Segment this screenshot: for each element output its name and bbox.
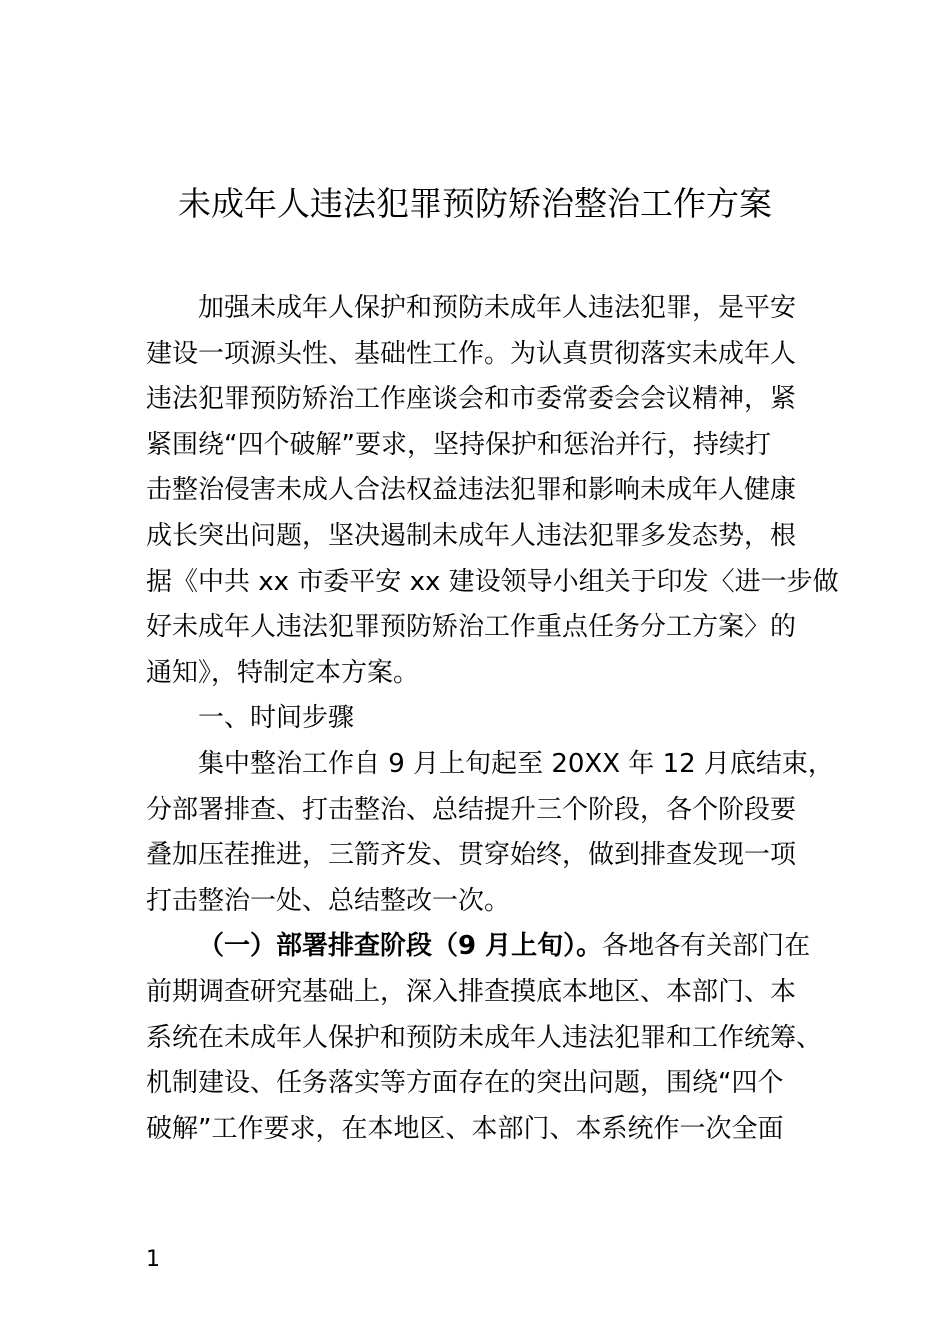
paragraph-line: 据《中共 xx 市委平安 xx 建设领导小组关于印发〈进一步做 bbox=[146, 566, 839, 597]
paragraph-line: 成长突出问题，坚决遏制未成年人违法犯罪多发态势，根 bbox=[146, 520, 797, 551]
paragraph-line: 好未成年人违法犯罪预防矫治工作重点任务分工方案〉的 bbox=[146, 612, 797, 643]
paragraph-line: 击整治侵害未成人合法权益违法犯罪和影响未成年人健康 bbox=[146, 475, 797, 506]
subsection-line bbox=[146, 924, 826, 970]
paragraph-text: 各地各有关部门在 bbox=[602, 931, 811, 962]
paragraph-line: 建设一项源头性、基础性工作。为认真贯彻落实未成年人 bbox=[146, 338, 797, 369]
paragraph-line: 紧围绕“四个破解”要求，坚持保护和惩治并行，持续打 bbox=[146, 429, 771, 460]
paragraph-line: 机制建设、任务落实等方面存在的突出问题，围绕“四个 bbox=[146, 1068, 784, 1099]
paragraph-line: 加强未成年人保护和预防未成年人违法犯罪，是平安 bbox=[198, 293, 797, 323]
paragraph-line: 破解”工作要求，在本地区、本部门、本系统作一次全面 bbox=[146, 1113, 784, 1144]
paragraph-line: 集中整治工作自 9 月上旬起至 20XX 年 12 月底结束， bbox=[198, 748, 834, 779]
paragraph-line: 打击整治一处、总结整改一次。 bbox=[146, 885, 511, 916]
subsection-heading: （一）部署排查阶段（9 月上旬）。 bbox=[198, 931, 603, 962]
paragraph-line: 前期调查研究基础上，深入排查摸底本地区、本部门、本 bbox=[146, 976, 797, 1007]
paragraph-line: 叠加压茬推进，三箭齐发、贯穿始终，做到排查发现一项 bbox=[146, 840, 797, 871]
document-body bbox=[146, 286, 839, 1152]
paragraph-line: 分部署排查、打击整治、总结提升三个阶段，各个阶段要 bbox=[146, 794, 797, 825]
paragraph-line: 通知》，特制定本方案。 bbox=[146, 657, 420, 688]
paragraph-line: 系统在未成年人保护和预防未成年人违法犯罪和工作统筹、 bbox=[146, 1022, 823, 1053]
section-heading: 一、时间步骤 bbox=[198, 703, 355, 734]
document-title: 未成年人违法犯罪预防矫治整治工作方案 bbox=[178, 184, 772, 223]
paragraph-line: 违法犯罪预防矫治工作座谈会和市委常委会会议精神，紧 bbox=[146, 384, 797, 415]
page-number: 1 bbox=[146, 1247, 160, 1272]
